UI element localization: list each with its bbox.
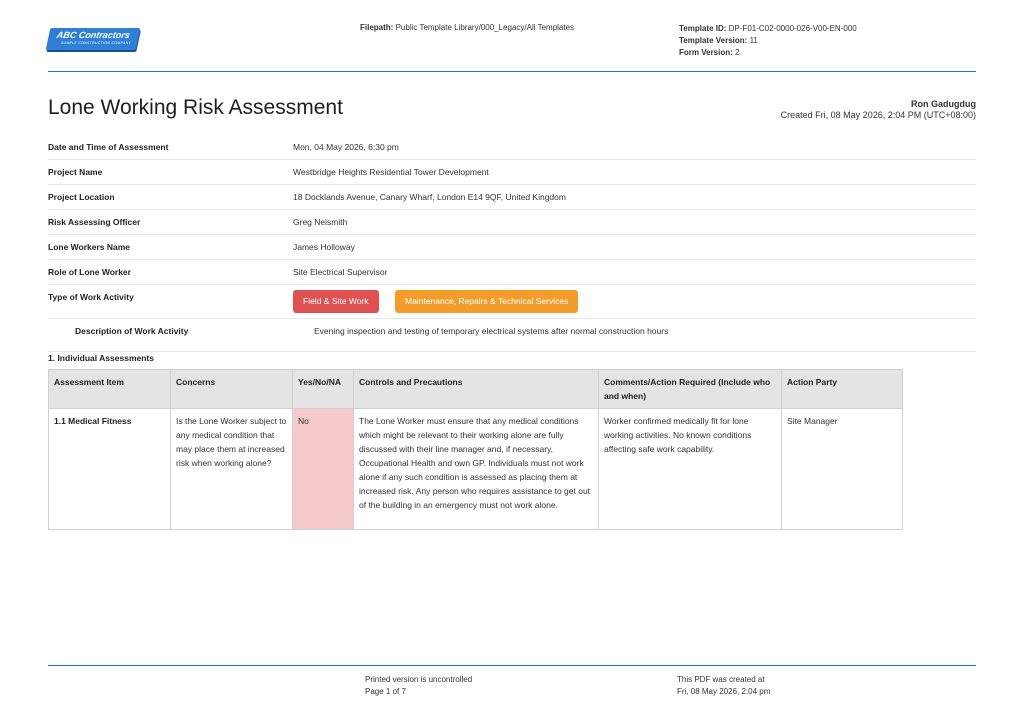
header-divider <box>48 71 976 72</box>
logo-tagline: SAMPLE CONSTRUCTION COMPANY <box>60 41 132 45</box>
form-version-label: Form Version: <box>679 48 733 57</box>
company-logo <box>46 28 141 50</box>
template-id <box>679 23 857 35</box>
column-header: Yes/No/NA <box>293 370 354 409</box>
section-title: 1. Individual Assessments <box>48 353 154 363</box>
assessment-details <box>48 135 976 352</box>
filepath-label: Filepath: <box>360 23 394 32</box>
page-number: Page 1 of 7 <box>365 687 406 696</box>
pdf-created-label: This PDF was created at <box>677 675 765 684</box>
detail-value: Mon, 04 May 2026, 6:30 pm <box>293 142 399 152</box>
assessment-item: 1.1 Medical Fitness <box>49 409 171 530</box>
detail-label: Date and Time of Assessment <box>48 142 169 152</box>
created-timestamp: Created Fri, 08 May 2026, 2:04 PM (UTC+08:00) <box>780 110 976 120</box>
filepath-value: Public Template Library/000_Legacy/All Templates <box>395 23 575 32</box>
column-header: Concerns <box>171 370 293 409</box>
detail-row <box>48 260 976 285</box>
detail-label: Risk Assessing Officer <box>48 217 141 227</box>
column-header: Action Party <box>782 370 903 409</box>
creator-info <box>781 99 976 121</box>
page-title: Lone Working Risk Assessment <box>48 96 343 119</box>
table-header-row <box>49 370 903 409</box>
detail-value: Site Electrical Supervisor <box>293 267 388 277</box>
template-version-label: Template Version: <box>679 36 748 45</box>
column-header: Controls and Precautions <box>354 370 599 409</box>
detail-value: Westbridge Heights Residential Tower Development <box>293 167 489 177</box>
answer-cell: No <box>293 409 354 530</box>
uncontrolled-notice: Printed version is uncontrolled <box>365 675 473 684</box>
footer-print-notice <box>365 674 472 698</box>
detail-label: Project Name <box>48 167 103 177</box>
work-type-chip-maintenance: Maintenance, Repairs & Technical Services <box>395 290 578 313</box>
table-row <box>49 409 903 530</box>
action-party-cell: Site Manager <box>782 409 903 530</box>
detail-row <box>48 210 976 235</box>
detail-row <box>48 160 976 185</box>
filepath <box>360 23 574 32</box>
detail-row <box>48 135 976 160</box>
detail-label: Role of Lone Worker <box>48 267 131 277</box>
work-type-chip-field-site: Field & Site Work <box>293 290 379 313</box>
column-header: Assessment Item <box>49 370 171 409</box>
footer-created <box>677 674 770 698</box>
logo-name: ABC Contractors <box>55 30 131 40</box>
form-version-value: 2 <box>735 48 740 57</box>
template-info <box>679 23 857 59</box>
template-version-value: 11 <box>749 36 758 45</box>
template-id-value: DP-F01-C02-0000-026-V00-EN-000 <box>728 24 857 33</box>
detail-label: Project Location <box>48 192 115 202</box>
template-version <box>679 35 857 47</box>
template-id-label: Template ID: <box>679 24 727 33</box>
work-activity-label: Type of Work Activity <box>48 292 134 302</box>
detail-row <box>48 235 976 260</box>
comments-cell: Worker confirmed medically fit for lone working activities. No known conditions affecting safe work capability. <box>599 409 782 530</box>
concerns-cell: Is the Lone Worker subject to any medical condition that may place them at increased risk when working alone? <box>171 409 293 530</box>
pdf-created-date: Fri, 08 May 2026, 2:04 pm <box>677 687 771 696</box>
detail-value: Greg Neismith <box>293 217 348 227</box>
description-label: Description of Work Activity <box>75 326 189 336</box>
description-row <box>48 319 976 352</box>
author-name: Ron Gadugdug <box>911 99 976 109</box>
work-activity-row <box>48 285 976 319</box>
page-header <box>48 20 976 72</box>
detail-value: 18 Docklands Avenue, Canary Wharf, London E14 9QF, United Kingdom <box>293 192 566 202</box>
column-header: Comments/Action Required (Include who and when) <box>599 370 782 409</box>
detail-value: James Holloway <box>293 242 355 252</box>
detail-label: Lone Workers Name <box>48 242 131 252</box>
description-value: Evening inspection and testing of temporary electrical systems after normal construction hours <box>314 326 669 336</box>
form-version <box>679 47 857 59</box>
assessment-table <box>48 369 903 530</box>
footer-divider <box>48 665 976 666</box>
controls-cell: The Lone Worker must ensure that any medical conditions which might be relevant to their working alone are fully discussed with their line manager and, if necessary, Occupational Health and own GP. Individuals must not work alone if any such condition is assessed as placing them at increased risk. Any person who requires assistance to get out of the building in an emergency must not work alone. <box>354 409 599 530</box>
detail-row <box>48 185 976 210</box>
